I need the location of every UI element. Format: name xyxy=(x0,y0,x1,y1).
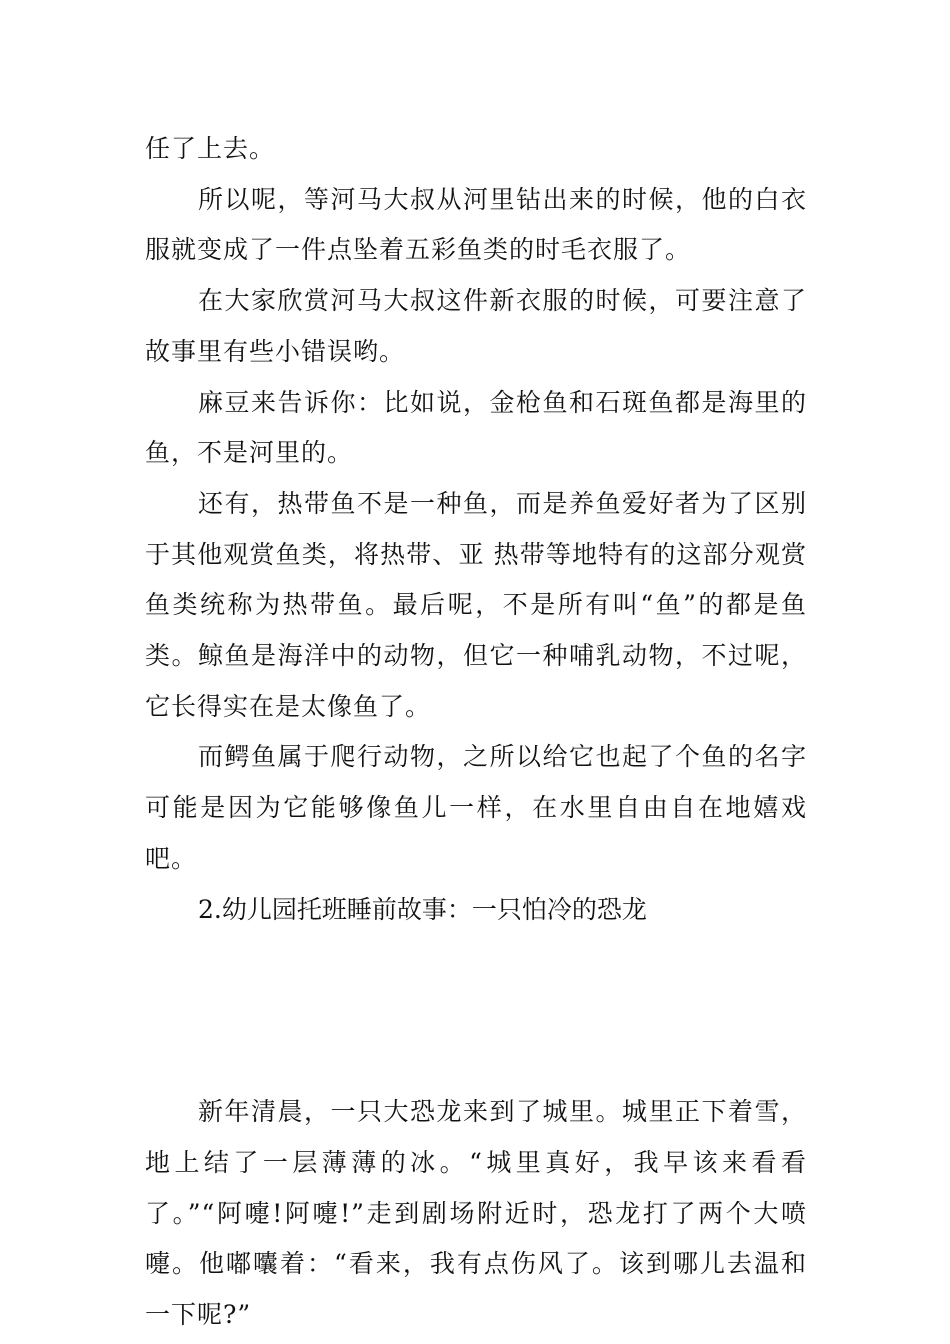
paragraph: 而鳄鱼属于爬行动物，之所以给它也起了个鱼的名字可能是因为它能够像鱼儿一样，在水里自由自在地嬉戏吧。 xyxy=(145,742,807,873)
paragraph: 还有，热带鱼不是一种鱼，而是养鱼爱好者为了区别于其他观赏鱼类，将热带、亚 热带等地特有的这部分观赏鱼类统称为热带鱼。最后呢，不是所有叫“鱼”的都是鱼类。鲸鱼是海洋中的动物，但它一种哺乳动物，不过呢，它长得实在是太像鱼了。 xyxy=(145,488,807,721)
section-heading: 2.幼儿园托班睡前故事：一只怕冷的恐龙 xyxy=(198,894,647,924)
paragraph: 新年清晨，一只大恐龙来到了城里。城里正下着雪，地上结了一层薄薄的冰。“城里真好，我早该来看看了。”“阿嚏!阿嚏!”走到剧场附近时，恐龙打了两个大喷嚏。他嘟囔着：“看来，我有点伤风了。该到哪儿去温和一下呢?” xyxy=(145,1097,807,1330)
paragraph: 在大家欣赏河马大叔这件新衣服的时候，可要注意了故事里有些小错误哟。 xyxy=(145,286,807,366)
blank-space xyxy=(145,935,807,1087)
paragraph: 麻豆来告诉你：比如说，金枪鱼和石斑鱼都是海里的鱼，不是河里的。 xyxy=(145,387,807,468)
paragraph: 所以呢，等河马大叔从河里钻出来的时候，他的白衣服就变成了一件点坠着五彩鱼类的时毛衣服了。 xyxy=(145,184,807,265)
paragraph-continuation: 任了上去。 xyxy=(145,134,276,163)
document-body xyxy=(145,124,807,1341)
